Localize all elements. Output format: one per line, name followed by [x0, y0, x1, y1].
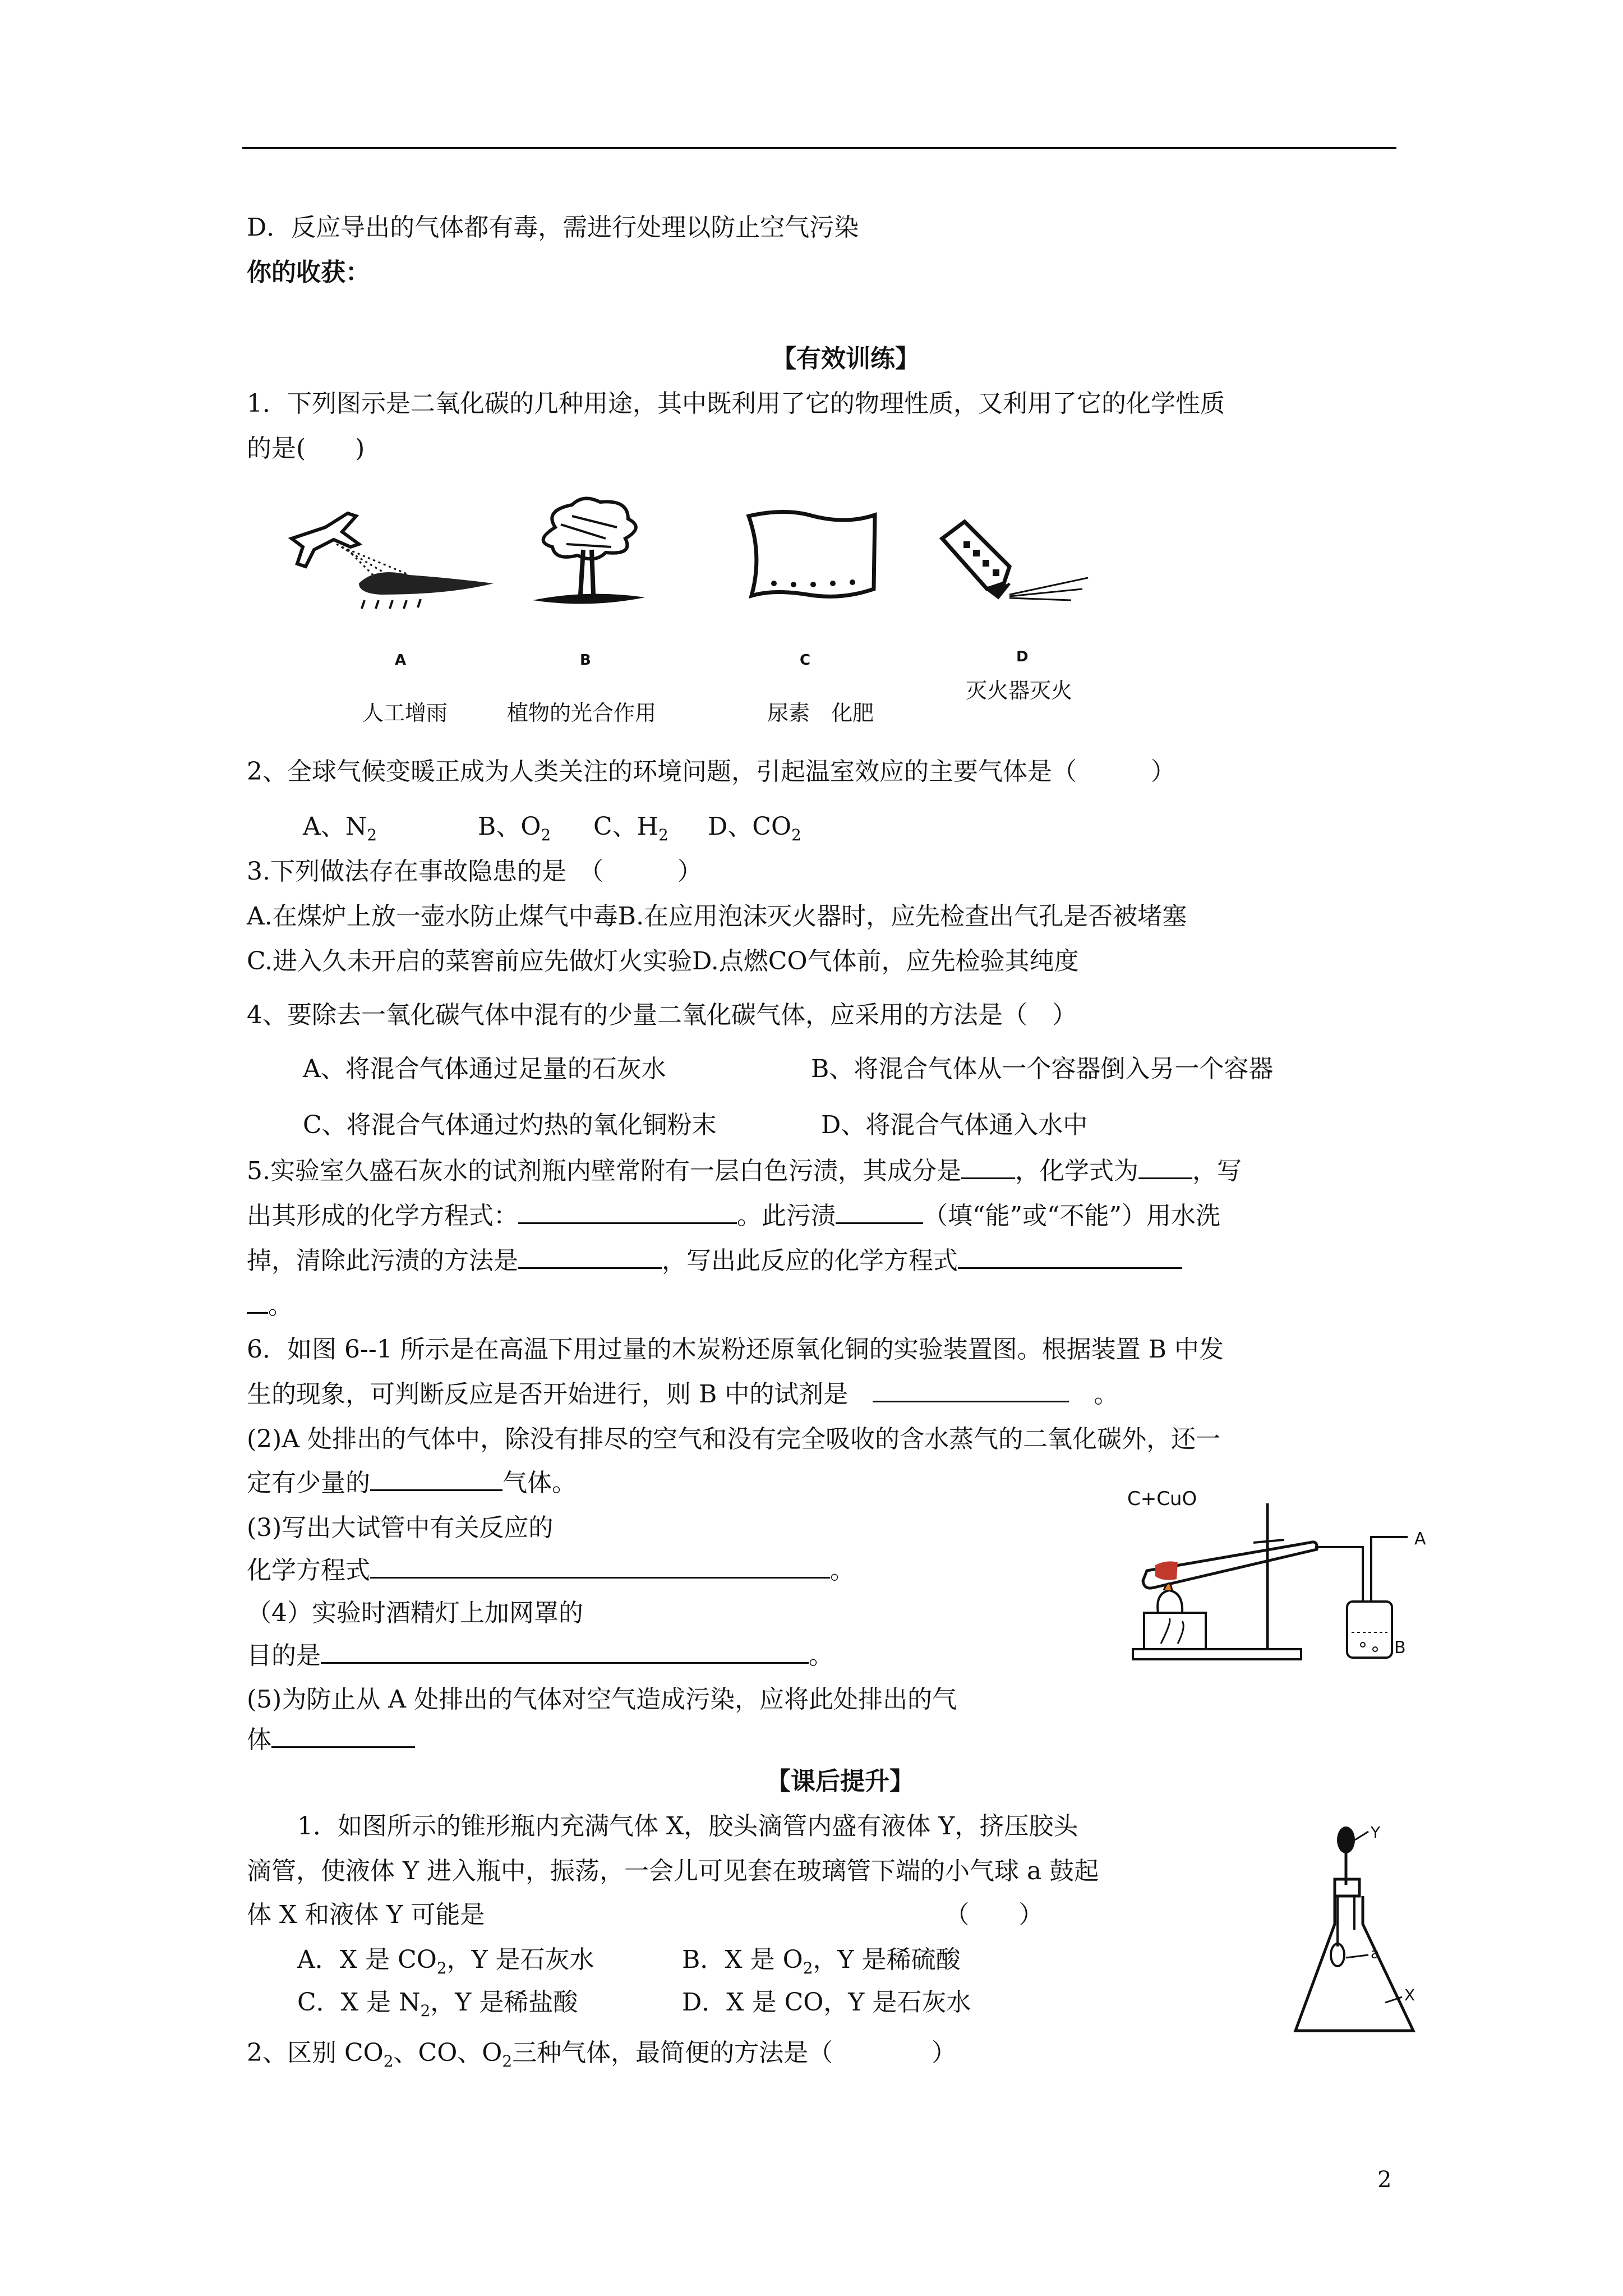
- prev-option-d: D．反应导出的气体都有毒，需进行处理以防止空气污染: [247, 213, 859, 242]
- q4-stem: 4、要除去一氧化碳气体中混有的少量二氧化碳气体，应采用的方法是（ ）: [247, 1001, 1077, 1029]
- fire-extinguisher-icon: [931, 516, 1094, 611]
- q2-option-b: B、$O_2$: [478, 812, 551, 844]
- q5-line1: 5.实验室久盛石灰水的试剂瓶内壁常附有一层白色污渍，其成分是 ，化学式为 ，写: [247, 1154, 1242, 1188]
- header-rule: [242, 147, 1396, 149]
- q5-blank-equation[interactable]: [518, 1200, 737, 1224]
- q6-line7: （4）实验时酒精灯上加网罩的: [247, 1599, 583, 1627]
- page-number: 2: [1377, 2167, 1392, 2193]
- q5-blank-equation-2[interactable]: [958, 1245, 1182, 1269]
- q3-options-ab: A.在煤炉上放一壶水防止煤气中毒B.在应用泡沫灭火器时，应先检查出气孔是否被堵塞: [247, 902, 1187, 931]
- figure-caption-b: 植物的光合作用: [507, 701, 657, 725]
- q6-line8: 目的是 。: [247, 1639, 833, 1673]
- q6-blank-reagent[interactable]: [873, 1378, 1069, 1402]
- q5-blank-equation-2-cont[interactable]: [247, 1290, 268, 1314]
- figure-letter-b: B: [580, 652, 591, 669]
- h1-option-b: B．X 是 $O_2$，Y 是稀硫酸: [682, 1945, 961, 1977]
- apparatus-label-b: B: [1394, 1638, 1406, 1658]
- figure-letter-d: D: [1016, 648, 1029, 665]
- h1-option-a: A．X 是 $CO_2$，Y 是石灰水: [297, 1945, 594, 1977]
- q6-line5: (3)写出大试管中有关反应的: [247, 1513, 554, 1542]
- fertilizer-bag-icon: [740, 505, 886, 606]
- harvest-label: 你的收获：: [247, 258, 370, 287]
- q6-blank-gas[interactable]: [370, 1467, 502, 1491]
- q6-blank-treatment[interactable]: [271, 1724, 415, 1748]
- q4-option-d: D、将混合气体通入水中: [821, 1111, 1088, 1139]
- q5-line2: 出其形成的化学方程式： 。此污渍 （填“能”或“不能”）用水洗: [247, 1199, 1220, 1233]
- flask-label-x: X: [1404, 1986, 1415, 2004]
- section-title-training: 【有效训练】: [772, 344, 920, 373]
- figure-letter-c: C: [800, 652, 811, 669]
- q6-line6: 化学方程式 。: [247, 1554, 855, 1588]
- q1-stem-line2: 的是( ): [247, 434, 365, 463]
- q2-option-a: A、$N_2$: [303, 812, 377, 844]
- q6-line1: 6．如图 6--1 所示是在高温下用过量的木炭粉还原氧化铜的实验装置图。根据装置 B 中发: [247, 1335, 1224, 1364]
- h1-option-c: C．X 是 $N_2$，Y 是稀盐酸: [297, 1988, 578, 2020]
- q6-blank-purpose[interactable]: [321, 1640, 809, 1664]
- q6-line3: (2)A 处排出的气体中，除没有排尽的空气和没有完全吸收的含水蒸气的二氧化碳外，还一: [247, 1425, 1221, 1453]
- flask-label-y: Y: [1371, 1823, 1381, 1842]
- q2-option-c: C、$H_2$: [593, 812, 668, 844]
- q6-line2: 生的现象，可判断反应是否开始进行，则 B 中的试剂是 。: [247, 1378, 1118, 1411]
- q3-options-cd: C.进入久未开启的菜窖前应先做灯火实验D.点燃CO气体前，应先检验其纯度: [247, 947, 1079, 976]
- q4-option-a: A、将混合气体通过足量的石灰水: [303, 1055, 666, 1083]
- conical-flask-diagram: [1284, 1818, 1430, 2042]
- q6-line9: (5)为防止从 A 处排出的气体对空气造成污染，应将此处排出的气: [247, 1685, 957, 1714]
- tree-icon: [522, 494, 656, 617]
- figure-caption-d: 灭火器灭火: [966, 678, 1073, 703]
- q6-blank-equation[interactable]: [370, 1554, 830, 1579]
- q5-line4: 。: [247, 1289, 293, 1323]
- figure-letter-a: A: [395, 652, 407, 669]
- q1-stem-line1: 1．下列图示是二氧化碳的几种用途，其中既利用了它的物理性质，又利用了它的化学性质: [247, 389, 1225, 418]
- q5-blank-formula[interactable]: [1138, 1155, 1192, 1179]
- q2-stem: 2、全球气候变暖正成为人类关注的环境问题，引起温室效应的主要气体是（ ）: [247, 757, 1175, 786]
- q2-option-d: D、$CO_2$: [708, 812, 801, 844]
- apparatus-label-a: A: [1414, 1529, 1426, 1549]
- h2-stem: 2、区别 $CO_2$、CO、$O_2$三种气体，最简便的方法是（ ）: [247, 2039, 957, 2070]
- q5-blank-method[interactable]: [518, 1245, 662, 1269]
- apparatus-label-c-cuo: C+CuO: [1127, 1488, 1197, 1510]
- q5-blank-can-wash[interactable]: [836, 1200, 923, 1224]
- h1-line1: 1．如图所示的锥形瓶内充满气体 X，胶头滴管内盛有液体 Y，挤压胶头: [297, 1812, 1078, 1841]
- figure-caption-c: 尿素 化肥: [767, 701, 874, 725]
- q3-stem: 3.下列做法存在事故隐患的是 （ ）: [247, 857, 702, 886]
- q4-option-b: B、将混合气体从一个容器倒入另一个容器: [811, 1055, 1274, 1083]
- flask-label-a: a: [1371, 1945, 1380, 1962]
- q4-option-c: C、将混合气体通过灼热的氧化铜粉末: [303, 1111, 717, 1139]
- section-title-improvement: 【课后提升】: [766, 1767, 914, 1796]
- h1-line2: 滴管，使液体 Y 进入瓶中，振荡，一会儿可见套在玻璃管下端的小气球 a 鼓起: [247, 1857, 1099, 1885]
- q5-line3: 掉，清除此污渍的方法是 ，写出此反应的化学方程式: [247, 1244, 1182, 1278]
- q6-line10: 体: [247, 1723, 415, 1757]
- q5-blank-component[interactable]: [961, 1155, 1015, 1179]
- q6-line4: 定有少量的 气体。: [247, 1466, 577, 1500]
- figure-caption-a: 人工增雨: [362, 701, 448, 725]
- h1-option-d: D．X 是 CO，Y 是石灰水: [682, 1988, 971, 2017]
- airplane-cloud-seeding-icon: [280, 505, 505, 617]
- h1-line3: 体 X 和液体 Y 可能是 （ ）: [247, 1901, 1044, 1929]
